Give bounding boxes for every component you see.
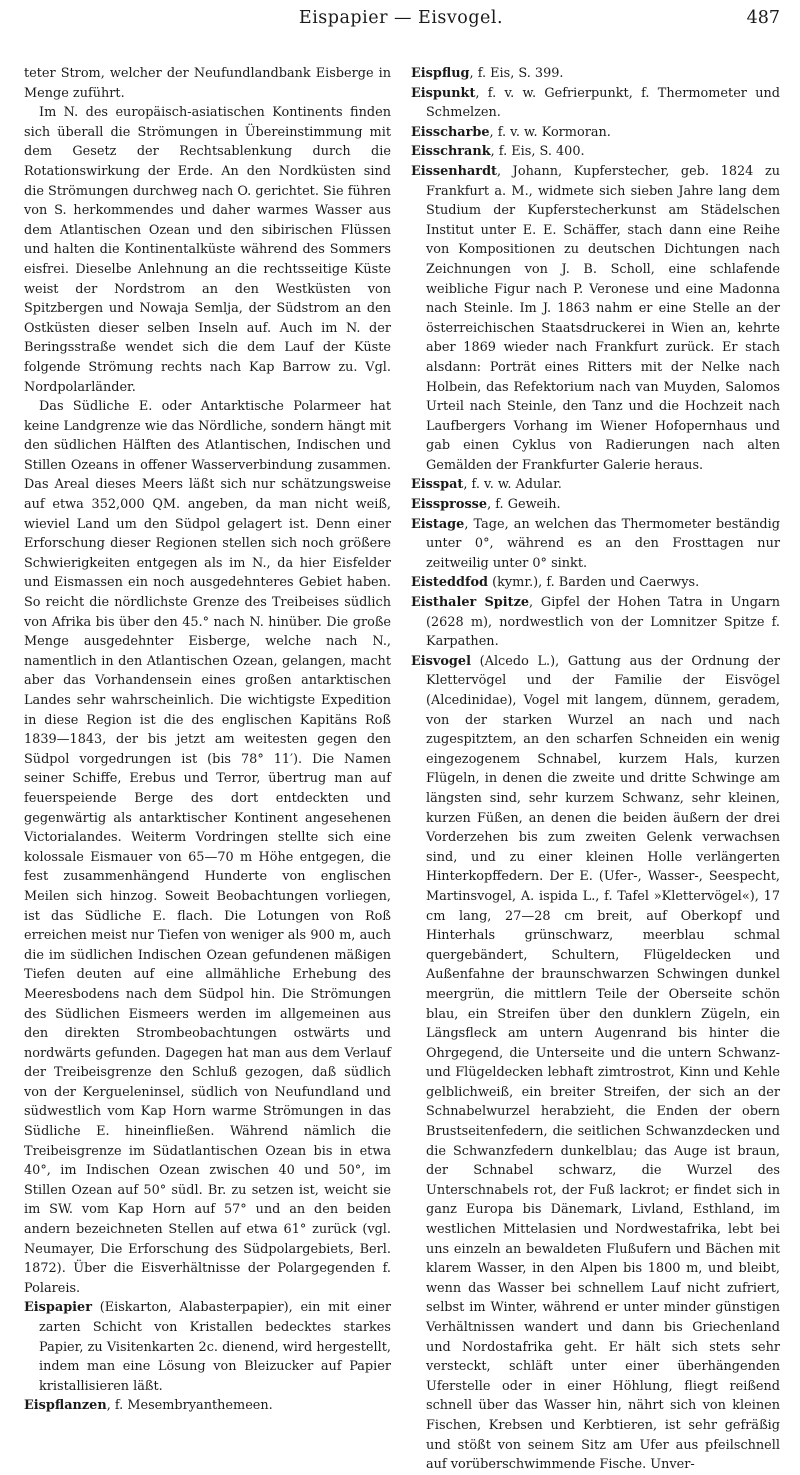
running-title: Eispapier — Eisvogel.	[298, 8, 504, 28]
dictionary-entry	[24, 1298, 391, 1396]
entry-text: , f. Eis, S. 399.	[469, 66, 564, 81]
paragraph: Im N. des europäisch-asiatischen Kontinents finden sich überall die Strömungen in Übereinstimmung mit dem Gesetz der Rechtsablenkung durch die Rotationswirkung der Erde. An den Nordküsten sind die Strömungen durchweg nach O. gerichtet. Sie führen von S. herkommendes und daher warmes Wasser aus dem Atlantischen Ozean und den sibirischen Flüssen und halten die Kontinentalküste während des Sommers eisfrei. Dieselbe Anlehnung an die rechtsseitige Küste weist der Nordstrom an den Westküsten von Spitzbergen und Nowaja Semlja, der Südstrom an den Ostküsten dieser selben Inseln auf. Auch im N. der Beringsstraße wendet sich die dem Lauf der Küste folgende Strömung rechts nach Kap Barrow zu. Vgl. Nordpolarländer.	[24, 105, 391, 395]
dictionary-entry	[411, 515, 780, 574]
dictionary-entry	[411, 573, 780, 593]
dictionary-entry	[411, 142, 780, 162]
entry-headword: Eisschrank	[411, 144, 491, 160]
dictionary-entry	[411, 64, 780, 84]
entry-text: , Gipfel der Hohen Tatra in Ungarn (2628 m), nordwestlich von der Lomnitzer Spitze f. Karpathen.	[426, 595, 780, 650]
entry-headword: Eisteddfod	[411, 575, 489, 591]
entry-headword: Eispunkt	[411, 85, 476, 101]
entry-headword: Eispflanzen	[24, 1398, 107, 1414]
entry-text: , f. Geweih.	[487, 497, 561, 513]
dictionary-entry	[411, 162, 780, 476]
right-column	[411, 64, 780, 1473]
entry-headword: Eisthaler Spitze	[411, 595, 530, 611]
entry-headword: Eissprosse	[411, 497, 488, 513]
entry-text: (kymr.), f. Barden und Caerwys.	[488, 575, 700, 591]
page-number: 487	[746, 8, 780, 28]
entry-text: , f. v. w. Kormoran.	[489, 124, 611, 140]
entry-headword: Eisspat	[411, 477, 464, 493]
dictionary-entry	[411, 475, 780, 495]
page-header	[22, 8, 780, 64]
entry-text: , f. Mesembryanthemeen.	[106, 1398, 273, 1414]
entry-text: , Johann, Kupferstecher, geb. 1824 zu Frankfurt a. M., widmete sich sieben Jahre lang dem Studium der Kupferstecherkunst am Städelschen Institut unter E. E. Schäffer, stach dann eine Reihe von Kompositionen zu deutschen Dichtungen nach Zeichnungen von J. B. Scholl, eine schlafende weibliche Figur nach P. Veronese und eine Madonna nach Steinle. Im J. 1863 nahm er eine Stelle an der österreichischen Staatsdruckerei in Wien an, kehrte aber 1869 wieder nach Frankfurt zurück. Er stach alsdann: Porträt eines Ritters mit der Nelke nach Holbein, das Refektorium nach van Muyden, Salomos Urteil nach Steinle, den Tanz und die Hochzeit nach Laufbergers Vorhang im Wiener Hofopernhaus und gab einen Cyklus von Radierungen nach alten Gemälden der Frankfurter Galerie heraus.	[426, 163, 780, 473]
entry-text: , f. v. w. Adular.	[463, 477, 562, 493]
entry-text: , f. Eis, S. 400.	[490, 144, 585, 160]
entry-headword: Eispapier	[24, 1300, 93, 1316]
dictionary-entry	[411, 495, 780, 515]
dictionary-entry	[24, 1396, 391, 1416]
paragraph: Das Südliche E. oder Antarktische Polarmeer hat keine Landgrenze wie das Nördliche, sondern hängt mit den südlichen Hälften des Atlantischen, Indischen und Stillen Ozeans in offener Wasserverbindung zusammen. Das Areal dieses Meers läßt sich nur schätzungsweise auf etwa 352,000 QM. angeben, da man nicht weiß, wieviel Land um den Südpol gelagert ist. Denn einer Erforschung dieser Regionen stellen sich noch größere Schwierigkeiten entgegen als im N., da hier Eisfelder und Eismassen ein noch ausgedehnteres Gebiet haben. So reicht die nördlichste Grenze des Treibeises südlich von Afrika bis über den 45.° nach N. hinüber. Die große Menge ausgedehnter Eisberge, welche nach N., namentlich in den Atlantischen Ozean, gelangen, macht aber das Vorhandensein eines großen antarktischen Landes sehr wahrscheinlich. Die wichtigste Expedition in diese Region ist die des englischen Kapitäns Roß 1839—1843, der bis jetzt am weitesten gegen den Südpol vorgedrungen ist (bis 78° 11′). Die Namen seiner Schiffe, Erebus und Terror, übertrug man auf feuerspeiende Berge des dort entdeckten und gegenwärtig als antarktischer Kontinent angesehenen Victorialandes. Weiterm Vordringen stellte sich eine kolossale Eismauer von 65—70 m Höhe entgegen, die fest zusammenhängend Hunderte von englischen Meilen sich hinzog. Soweit Beobachtungen vorliegen, ist das Südliche E. flach. Die Lotungen von Roß erreichen meist nur Tiefen von weniger als 900 m, auch die im südlichen Indischen Ozean gefundenen mäßigen Tiefen deuten auf eine allmähliche Erhebung des Meeresbodens nach dem Südpol hin. Die Strömungen des Südlichen Eismeers werden im allgemeinen aus den direkten Strombeobachtungen ostwärts und nordwärts gefunden. Dagegen hat man aus dem Verlauf der Treibeisgrenze den Schluß gezogen, daß südlich von der Kergueleninsel, südlich von Neufundland und südwestlich vom Kap Horn warme Strömungen in das Südliche E. hineinfließen. Während nämlich die Treibeisgrenze im Südatlantischen Ozean bis in etwa 40°, im Indischen Ozean zwischen 40 und 50°, im Stillen Ozean auf 50° südl. Br. zu setzen ist, weicht sie im SW. vom Kap Horn auf 57° und an den beiden andern bezeichneten Stellen auf etwa 61° zurück (vgl. Neumayer, Die Erforschung des Südpolargebiets, Berl. 1872). Über die Eisverhältnisse der Polargegenden f. Polareis.	[24, 399, 391, 1296]
entry-text: , Tage, an welchen das Thermometer beständig unter 0°, während es an den Frosttagen nur zeitweilig unter 0° sinkt.	[426, 516, 780, 571]
entry-headword: Eissenhardt	[411, 163, 497, 179]
dictionary-entry	[411, 652, 780, 1475]
entry-text: , f. v. w. Gefrierpunkt, f. Thermometer und Schmelzen.	[426, 85, 780, 121]
paragraph: teter Strom, welcher der Neufundlandbank Eisberge in Menge zuführt.	[24, 66, 391, 101]
entry-text: (Eiskarton, Alabasterpapier), ein mit einer zarten Schicht von Kristallen bedecktes starkes Papier, zu Visitenkarten 2c. dienend, wird hergestellt, indem man eine Lösung von Bleizucker auf Papier kristallisieren läßt.	[39, 1300, 391, 1394]
left-column	[24, 64, 391, 1414]
entry-headword: Eistage	[411, 516, 465, 532]
entry-headword: Eisscharbe	[411, 124, 490, 140]
entry-headword: Eisvogel	[411, 653, 471, 669]
dictionary-entry	[411, 84, 780, 123]
entry-headword: Eispflug	[411, 66, 470, 81]
entry-text: (Alcedo L.), Gattung aus der Ordnung der Klettervögel und der Familie der Eisvögel (Alcedinidae), Vogel mit langem, dünnem, geradem, von der starken Wurzel an nach und nach zugespitztem, an den scharfen Schneiden ein wenig eingezogenem Schnabel, kurzem Hals, kurzen Flügeln, in denen die zweite und dritte Schwinge am längsten sind, sehr kurzem Schwanz, sehr kleinen, kurzen Füßen, an denen die beiden äußern der drei Vorderzehen bis zum zweiten Gelenk verwachsen sind, und zu einer kleinen Holle verlängerten Hinterkopffedern. Der E. (Ufer-, Wasser-, Seespecht, Martinsvogel, A. ispida L., f. Tafel »Klettervögel«), 17 cm lang, 27—28 cm breit, auf Oberkopf und Hinterhals grünschwarz, meerblau schmal quergebändert, Schultern, Flügeldecken und Außenfahne der braunschwarzen Schwingen dunkel meergrün, die mittlern Teile der Oberseite schön blau, ein Streifen über den dunklern Zügeln, ein Längsfleck am untern Augenrand bis hinter die Ohrgegend, die Unterseite und die untern Schwanz- und Flügeldecken lebhaft zimtrostrot, Kinn und Kehle gelblichweiß, ein breiter Streifen, der sich an der Schnabelwurzel herabzieht, die Enden der obern Brustseitenfedern, die seitlichen Schwanzdecken und die Schwanzfedern dunkelblau; das Auge ist braun, der Schnabel schwarz, die Wurzel des Unterschnabels rot, der Fuß lackrot; er findet sich in ganz Europa bis Dänemark, Livland, Esthland, im westlichen Mittelasien und Nordwestafrika, lebt bei uns einzeln an bewaldeten Flußufern und Bächen mit klarem Wasser, in den Alpen bis 1800 m, und bleibt, wenn das Wasser bei schnellem Lauf nicht zufriert, selbst im Winter, während er unter minder günstigen Verhältnissen wandert und dann bis Griechenland und Nordostafrika geht. Er hält sich stets sehr versteckt, schläft unter einer überhängenden Uferstelle oder in einer Höhlung, fliegt reißend schnell über das Wasser hin, nährt sich von kleinen Fischen, Krebsen und Kerbtieren, ist sehr gefräßig und stößt von seinem Sitz am Ufer aus pfeilschnell auf vorüberschwimmende Fische. Unver-	[426, 653, 780, 1473]
dictionary-entry	[411, 593, 780, 652]
dictionary-entry	[411, 123, 780, 143]
